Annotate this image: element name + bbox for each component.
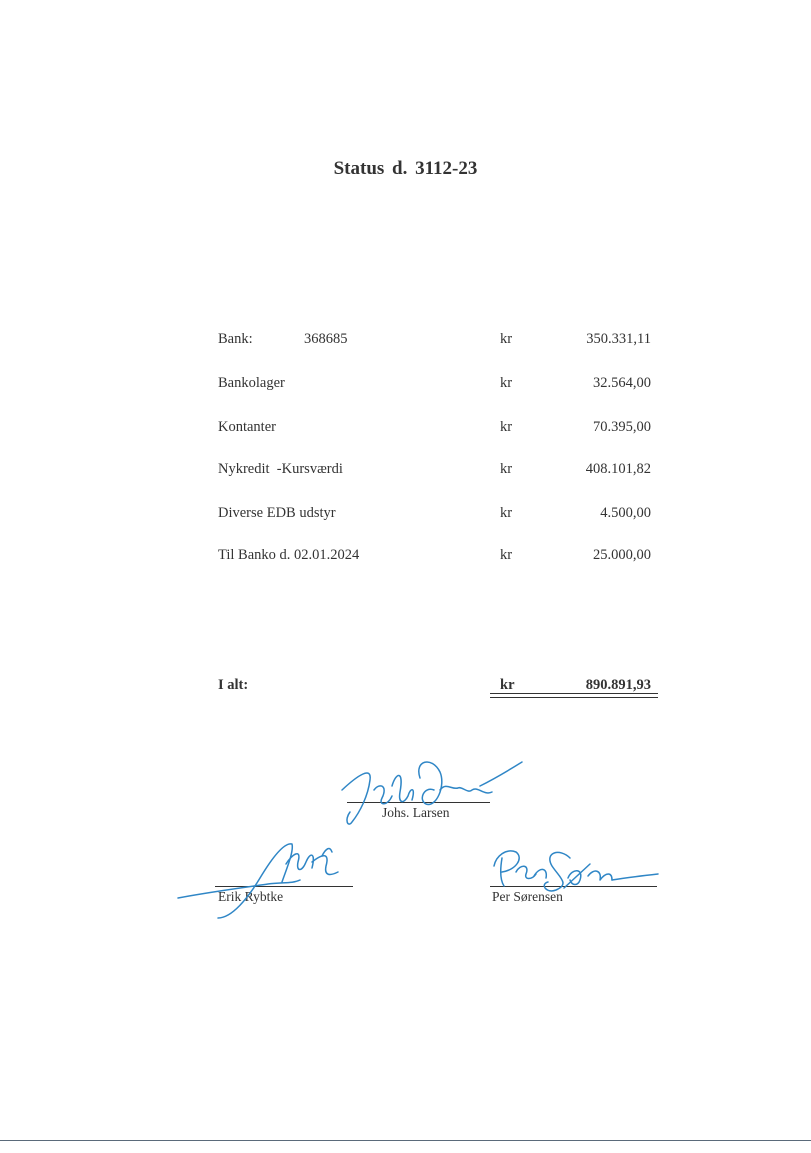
line-item-edb-udstyr: [218, 505, 658, 527]
line-item-label: Til Banko d. 02.01.2024: [218, 547, 360, 563]
line-item-amount: 32.564,00: [593, 375, 651, 391]
signature-rybtke: [178, 844, 338, 918]
currency-label: kr: [500, 375, 513, 391]
line-item-kontanter: [218, 419, 658, 441]
page-title: Status d. 3112-23: [333, 158, 478, 179]
line-item-amount: 70.395,00: [593, 419, 651, 435]
line-item-bank: [218, 331, 658, 353]
currency-label: kr: [500, 461, 513, 477]
currency-label: kr: [500, 331, 513, 347]
line-item-amount: 25.000,00: [593, 547, 651, 563]
signature-line-sorensen: [490, 886, 657, 887]
line-item-amount: 408.101,82: [585, 461, 651, 477]
line-item-label: Diverse EDB udstyr: [218, 505, 336, 521]
currency-label: kr: [500, 419, 513, 435]
signature-line-rybtke: [215, 886, 353, 887]
total-label: I alt:: [218, 677, 249, 693]
currency-label: kr: [500, 505, 513, 521]
currency-label: kr: [500, 677, 515, 693]
signature-line-larsen: [347, 802, 490, 803]
total-double-rule: [490, 693, 658, 698]
line-item-amount: 350.331,11: [586, 331, 651, 347]
signatory-name-larsen: Johs. Larsen: [382, 805, 450, 820]
line-item-label: Kontanter: [218, 419, 276, 435]
line-item-label: Bank:: [218, 331, 253, 347]
scan-edge-line: [0, 1140, 811, 1141]
currency-label: kr: [500, 547, 513, 563]
signature-sorensen: [494, 851, 658, 891]
signatory-name-rybtke: Erik Rybtke: [218, 889, 284, 904]
line-item-til-banko: [218, 547, 658, 569]
line-item-label: Nykredit -Kursværdi: [218, 461, 343, 477]
total-amount: 890.891,93: [585, 677, 651, 693]
signatory-name-sorensen: Per Sørensen: [492, 889, 563, 904]
line-item-label: Bankolager: [218, 375, 285, 391]
line-item-bankolager: [218, 375, 658, 397]
line-item-nykredit: [218, 461, 658, 483]
account-number: 368685: [304, 331, 348, 347]
line-item-amount: 4.500,00: [600, 505, 651, 521]
